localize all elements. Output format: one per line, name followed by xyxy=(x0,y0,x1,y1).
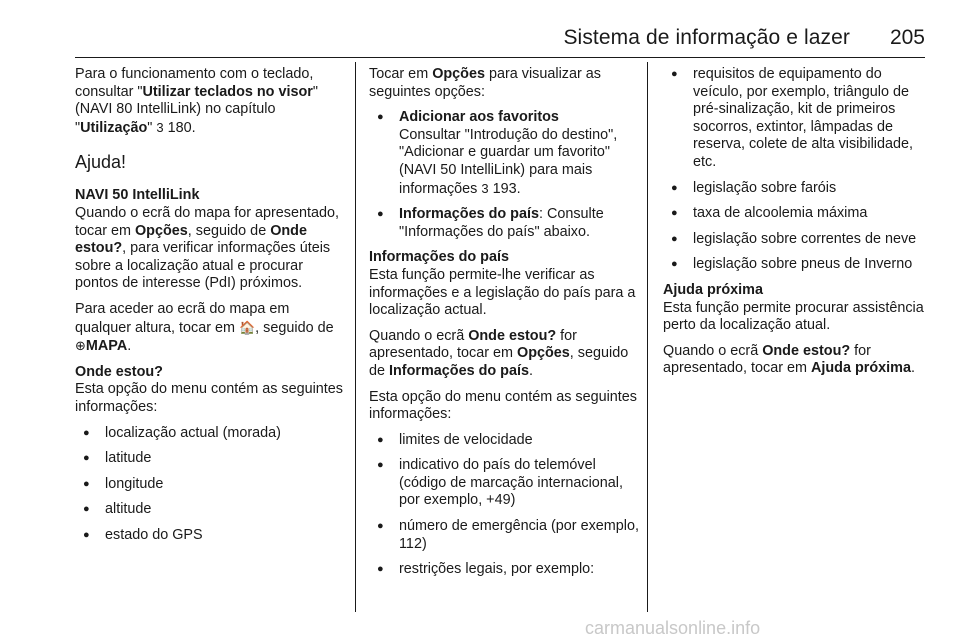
list-item: ● limites de velocidade xyxy=(369,432,641,450)
link-usage: Utilização xyxy=(80,119,148,136)
location-info-list xyxy=(75,425,347,545)
country-menu-paragraph: Esta opção do menu contém as seguintes informações: xyxy=(369,388,637,423)
list-item: ● taxa de alcoolemia máxima xyxy=(663,205,933,223)
watermark-text: carmanualsonline.info xyxy=(585,618,761,638)
list-item: ● longitude xyxy=(75,476,347,494)
subheading-nearby-help: Ajuda próxima xyxy=(663,281,763,298)
list-item: ● legislação sobre faróis xyxy=(663,180,933,198)
legal-restrictions-list xyxy=(663,66,933,274)
subheading-navi50: NAVI 50 IntelliLink xyxy=(75,187,200,204)
column-divider-1 xyxy=(355,62,356,612)
subheading-country-info: Informações do país xyxy=(369,249,509,266)
list-item: ● restrições legais, por exemplo: xyxy=(369,561,641,579)
nearby-access-paragraph: Quando o ecrã Onde estou? for apresentado, tocar em Ajuda próxima. xyxy=(663,342,915,377)
option-add-favorites: Adicionar aos favoritos xyxy=(399,109,559,126)
home-icon: 🏠 xyxy=(238,319,256,335)
options-list xyxy=(369,109,641,241)
column-divider-2 xyxy=(647,62,648,612)
list-item: ● localização actual (morada) xyxy=(75,425,347,443)
page-header xyxy=(75,26,925,56)
list-item: ● legislação sobre pneus de Inverno xyxy=(663,256,933,274)
navi50-paragraph: NAVI 50 IntelliLink Quando o ecrã do mapa for apresentado, tocar em Opções, seguido de Onde estou?, para verificar informações úteis sobre a localização atual e procurar pontos de interesse (PdI) próximos. xyxy=(75,187,347,293)
where-am-i-paragraph: Onde estou? Esta opção do menu contém as seguintes informações: xyxy=(75,364,347,417)
section-title: Sistema de informação e lazer xyxy=(563,26,850,49)
header-rule xyxy=(75,57,925,58)
country-info-paragraph: Informações do país Esta função permite-lhe verificar as informações e a legislação do país para a localização actual. xyxy=(369,249,641,319)
list-item: ● altitude xyxy=(75,501,347,519)
page-ref-icon: 3 xyxy=(481,180,489,196)
list-item: ● estado do GPS xyxy=(75,527,347,545)
section-heading: Ajuda! xyxy=(75,152,127,173)
column-3 xyxy=(663,66,933,386)
list-item: ● latitude xyxy=(75,450,347,468)
list-item: ● número de emergência (por exemplo, 112) xyxy=(369,518,641,553)
country-access-paragraph: Quando o ecrã Onde estou? for apresentado, tocar em Opções, seguido de Informações do país. xyxy=(369,327,629,379)
list-item: ● indicativo do país do telemóvel (código de marcação internacional, por exemplo, +49) xyxy=(369,457,641,510)
map-access-paragraph: Para aceder ao ecrã do mapa em qualquer altura, tocar em 🏠, seguido de ⊕MAPA. xyxy=(75,300,334,355)
column-1 xyxy=(75,66,347,552)
map-globe-icon: ⊕ xyxy=(75,338,86,354)
page-ref-icon: 3 xyxy=(156,119,164,135)
option-country-info: Informações do país xyxy=(399,206,539,223)
list-item: ● Adicionar aos favoritos Consultar "Introdução do destino", "Adicionar e guardar um favorito" (NAVI 50 IntelliLink) para mais informações 3 193. xyxy=(369,109,641,198)
list-item: ● Informações do país: Consulte "Informações do país" abaixo. xyxy=(369,206,641,241)
nearby-help-paragraph: Ajuda próxima Esta função permite procurar assistência perto da localização atual. xyxy=(663,282,933,335)
column-2 xyxy=(369,66,641,587)
country-info-list xyxy=(369,432,641,579)
page-number: 205 xyxy=(889,26,925,49)
options-paragraph: Tocar em Opções para visualizar as seguintes opções: xyxy=(369,66,601,100)
list-item: ● legislação sobre correntes de neve xyxy=(663,231,933,249)
subheading-where-am-i: Onde estou? xyxy=(75,363,163,380)
keyboard-note: Para o funcionamento com o teclado, consultar "Utilizar teclados no visor" (NAVI 80 IntelliLink) no capítulo "Utilização" 3 180. xyxy=(75,66,318,136)
link-keyboard: Utilizar teclados no visor xyxy=(142,83,313,100)
list-item: ● requisitos de equipamento do veículo, por exemplo, triângulo de pré-sinalização, kit de primeiros socorros, extintor, lâmpadas de reserva, colete de alta visibilidade, etc. xyxy=(663,66,933,172)
